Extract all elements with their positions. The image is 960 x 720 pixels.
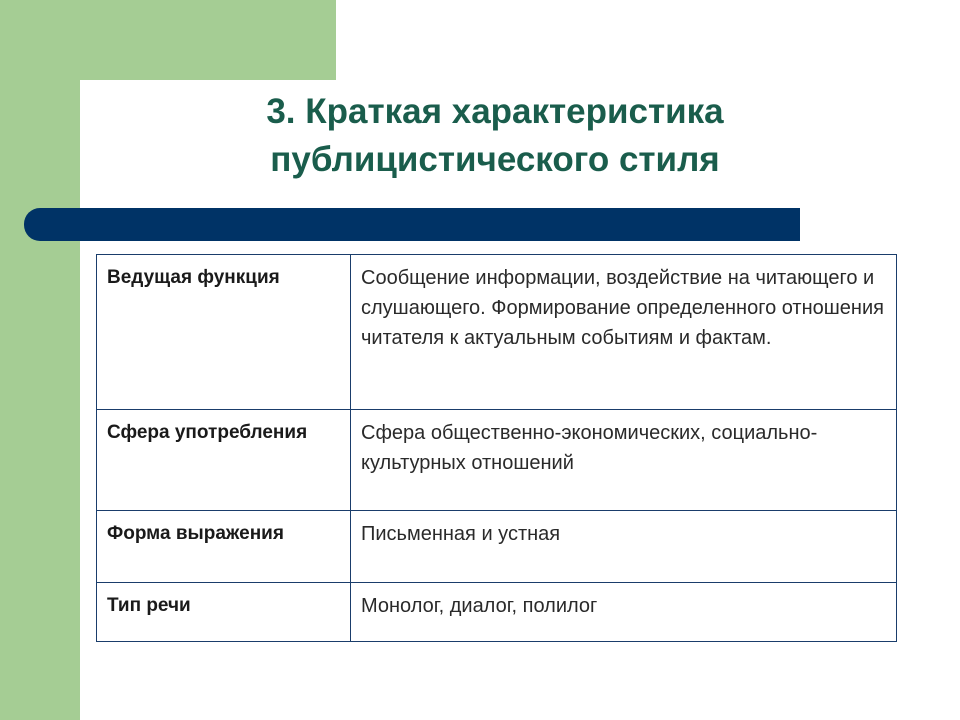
table-row: [97, 410, 897, 511]
slide-title: [150, 88, 840, 184]
row-value: Сфера общественно-экономических, социально-культурных отношений: [351, 410, 897, 511]
row-label: Форма выражения: [97, 511, 351, 583]
row-label: Ведущая функция: [97, 255, 351, 410]
table-row: [97, 255, 897, 410]
row-value: Сообщение информации, воздействие на читающего и слушающего. Формирование определенного отношения читателя к актуальным событиям и фактам.: [351, 255, 897, 410]
table-row: [97, 511, 897, 583]
table-row: [97, 583, 897, 642]
row-value: Монолог, диалог, полилог: [351, 583, 897, 642]
row-value: Письменная и устная: [351, 511, 897, 583]
row-label: Тип речи: [97, 583, 351, 642]
corner-curve: [80, 80, 140, 140]
divider-bar: [24, 208, 800, 241]
left-accent-strip: [0, 0, 80, 720]
style-characteristics-table: [96, 254, 897, 642]
top-accent-strip: [0, 0, 336, 80]
row-label: Сфера употребления: [97, 410, 351, 511]
slide-title-line-1: 3. Краткая характеристика: [266, 92, 724, 131]
slide-title-line-2: публицистического стиля: [270, 140, 720, 179]
